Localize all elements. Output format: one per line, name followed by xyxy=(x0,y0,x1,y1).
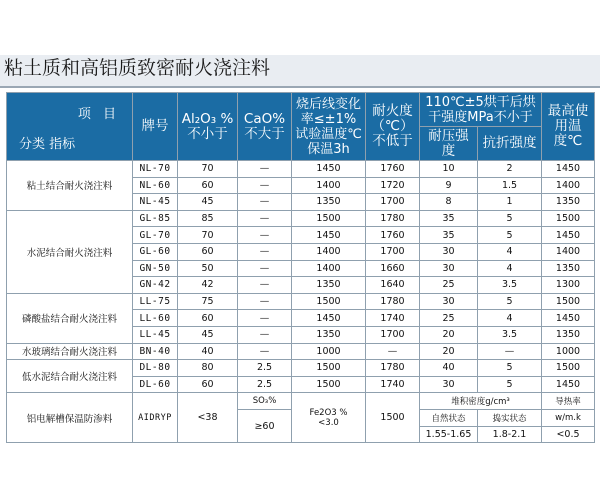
cao-cell: — xyxy=(238,310,292,327)
header-shrink xyxy=(292,93,366,161)
header-comp-line2: 度 xyxy=(441,142,456,159)
maxt-cell: 1350 xyxy=(542,194,595,211)
brand-cell: LL-45 xyxy=(133,326,178,343)
header-maxtemp-line1: 最高使 xyxy=(547,103,589,119)
refr-cell: 1760 xyxy=(366,161,420,178)
category-cell: 粘土结合耐火浇注料 xyxy=(7,161,133,211)
cao-cell: 2.5 xyxy=(238,376,292,393)
header-brand: 牌号 xyxy=(133,93,178,161)
header-maxtemp-line3: 度℃ xyxy=(553,133,583,149)
cao-cell: — xyxy=(238,326,292,343)
comp-cell: 20 xyxy=(420,326,478,343)
maxt-cell: 1450 xyxy=(542,310,595,327)
al2o3-cell: 70 xyxy=(178,161,238,178)
comp-cell: 30 xyxy=(420,293,478,310)
refr-cell: 1740 xyxy=(366,310,420,327)
maxt-cell: 1500 xyxy=(542,293,595,310)
comp-cell: 35 xyxy=(420,227,478,244)
shrink-cell: 1450 xyxy=(292,161,366,178)
shrink-cell: 1000 xyxy=(292,343,366,360)
refr-cell: 1780 xyxy=(366,210,420,227)
table-row xyxy=(7,393,595,410)
maxt-cell: 1350 xyxy=(542,260,595,277)
maxt-cell: 1300 xyxy=(542,277,595,294)
conductivity-unit-cell: w/m.k xyxy=(542,409,595,426)
al2o3-cell: <38 xyxy=(178,393,238,443)
flex-cell: 5 xyxy=(478,376,542,393)
brand-cell: LL-75 xyxy=(133,293,178,310)
refr-cell: 1740 xyxy=(366,376,420,393)
shrink-cell: 1400 xyxy=(292,260,366,277)
al2o3-cell: 40 xyxy=(178,343,238,360)
cao-cell: — xyxy=(238,210,292,227)
cao-cell: 2.5 xyxy=(238,360,292,377)
shrink-cell: 1350 xyxy=(292,326,366,343)
brand-cell: GN-50 xyxy=(133,260,178,277)
cao-cell: — xyxy=(238,260,292,277)
al2o3-cell: 50 xyxy=(178,260,238,277)
density-label-cell: 堆积密度g/cm³ xyxy=(420,393,542,410)
table-row xyxy=(7,360,595,377)
refr-cell: 1500 xyxy=(366,393,420,443)
conductivity-label-cell: 导热率 xyxy=(542,393,595,410)
table-row xyxy=(7,210,595,227)
category-cell: 铝电解槽保温防渗料 xyxy=(7,393,133,443)
al2o3-cell: 42 xyxy=(178,277,238,294)
header-al2o3-line2: 不小于 xyxy=(187,125,228,142)
refr-cell: 1700 xyxy=(366,243,420,260)
al2o3-cell: 80 xyxy=(178,360,238,377)
so3-label-cell: SO₃% xyxy=(238,393,292,410)
cao-cell: — xyxy=(238,277,292,294)
shrink-cell: 1500 xyxy=(292,360,366,377)
al2o3-cell: 70 xyxy=(178,227,238,244)
al2o3-cell: 75 xyxy=(178,293,238,310)
table-row xyxy=(7,161,595,178)
category-cell: 水泥结合耐火浇注料 xyxy=(7,210,133,293)
cao-cell: — xyxy=(238,343,292,360)
comp-cell: 20 xyxy=(420,343,478,360)
maxt-cell: 1450 xyxy=(542,376,595,393)
brand-cell: BN-40 xyxy=(133,343,178,360)
header-refr-line2: （℃） xyxy=(371,118,414,134)
comp-cell: 10 xyxy=(420,161,478,178)
conductivity-value: <0.5 xyxy=(542,426,595,443)
comp-cell: 9 xyxy=(420,177,478,194)
flex-cell: 4 xyxy=(478,310,542,327)
header-refractoriness xyxy=(366,93,420,161)
brand-cell: DL-80 xyxy=(133,360,178,377)
flex-cell: 4 xyxy=(478,260,542,277)
comp-cell: 30 xyxy=(420,376,478,393)
brand-cell: AIDRYP xyxy=(133,393,178,443)
tamped-state-label: 捣实状态 xyxy=(478,409,542,426)
al2o3-cell: 60 xyxy=(178,376,238,393)
refr-cell: 1720 xyxy=(366,177,420,194)
header-shrink-line2: 率≤±1% xyxy=(300,111,357,127)
flex-cell: 2 xyxy=(478,161,542,178)
shrink-cell: 1450 xyxy=(292,310,366,327)
shrink-cell: 1400 xyxy=(292,243,366,260)
fe2o3-value: <3.0 xyxy=(318,417,339,428)
maxt-cell: 1450 xyxy=(542,161,595,178)
so3-value-cell: ≥60 xyxy=(238,409,292,442)
comp-cell: 25 xyxy=(420,310,478,327)
brand-cell: NL-70 xyxy=(133,161,178,178)
refr-cell: 1660 xyxy=(366,260,420,277)
brand-cell: NL-60 xyxy=(133,177,178,194)
header-al2o3 xyxy=(178,93,238,161)
flex-cell: 4 xyxy=(478,243,542,260)
category-cell: 低水泥结合耐火浇注料 xyxy=(7,360,133,393)
comp-cell: 30 xyxy=(420,243,478,260)
header-shrink-line3: 试验温度℃ xyxy=(295,126,362,142)
table-row xyxy=(7,343,595,360)
shrink-cell: 1350 xyxy=(292,277,366,294)
title-bar xyxy=(0,0,600,88)
al2o3-cell: 60 xyxy=(178,310,238,327)
comp-cell: 8 xyxy=(420,194,478,211)
flex-cell: 3.5 xyxy=(478,277,542,294)
brand-cell: GN-42 xyxy=(133,277,178,294)
maxt-cell: 1500 xyxy=(542,360,595,377)
header-shrink-line4: 保温3h xyxy=(307,141,350,157)
brand-cell: NL-45 xyxy=(133,194,178,211)
refr-cell: 1780 xyxy=(366,360,420,377)
header-shrink-line1: 烧后线变化 xyxy=(295,96,361,112)
shrink-cell: 1400 xyxy=(292,177,366,194)
header-refr-line1: 耐火度 xyxy=(372,103,413,119)
brand-cell: LL-60 xyxy=(133,310,178,327)
category-cell: 水玻璃结合耐火浇注料 xyxy=(7,343,133,360)
flex-cell: 5 xyxy=(478,227,542,244)
spec-table xyxy=(6,92,595,443)
flex-cell: 1 xyxy=(478,194,542,211)
maxt-cell: 1400 xyxy=(542,243,595,260)
flex-cell: 3.5 xyxy=(478,326,542,343)
cao-cell: — xyxy=(238,227,292,244)
al2o3-cell: 60 xyxy=(178,243,238,260)
al2o3-cell: 45 xyxy=(178,194,238,211)
header-strength-line1: 110℃±5烘干后烘 xyxy=(425,94,536,110)
header-al2o3-line1: Al₂O₃ % xyxy=(181,110,234,127)
maxt-cell: 1350 xyxy=(542,326,595,343)
header-max-temp xyxy=(542,93,595,161)
flex-cell: — xyxy=(478,343,542,360)
refr-cell: 1700 xyxy=(366,194,420,211)
header-refr-line3: 不低于 xyxy=(372,133,413,149)
natural-state-label: 自然状态 xyxy=(420,409,478,426)
brand-cell: GL-60 xyxy=(133,243,178,260)
shrink-cell: 1500 xyxy=(292,376,366,393)
cao-cell: — xyxy=(238,177,292,194)
header-corner-top: 项 目 xyxy=(77,107,120,122)
comp-cell: 35 xyxy=(420,210,478,227)
refr-cell: 1700 xyxy=(366,326,420,343)
shrink-cell: 1500 xyxy=(292,293,366,310)
cao-cell: — xyxy=(238,243,292,260)
shrink-cell: 1500 xyxy=(292,210,366,227)
header-corner-bottom: 分类 指标 xyxy=(19,137,76,152)
comp-cell: 25 xyxy=(420,277,478,294)
al2o3-cell: 85 xyxy=(178,210,238,227)
maxt-cell: 1400 xyxy=(542,177,595,194)
header-strength-line2: 干强度MPa不小于 xyxy=(428,109,533,125)
fe2o3-cell xyxy=(292,393,366,443)
refr-cell: 1640 xyxy=(366,277,420,294)
flex-cell: 5 xyxy=(478,293,542,310)
header-cao-line1: CaO% xyxy=(243,110,286,127)
natural-state-value: 1.55-1.65 xyxy=(420,426,478,443)
header-cao-line2: 不大于 xyxy=(244,125,285,142)
flex-cell: 1.5 xyxy=(478,177,542,194)
refr-cell: 1780 xyxy=(366,293,420,310)
refr-cell: 1760 xyxy=(366,227,420,244)
al2o3-cell: 60 xyxy=(178,177,238,194)
maxt-cell: 1450 xyxy=(542,227,595,244)
header-maxtemp-line2: 用温 xyxy=(554,118,582,134)
maxt-cell: 1500 xyxy=(542,210,595,227)
page-title: 粘土质和高铝质致密耐火浇注料 xyxy=(4,57,271,79)
brand-cell: DL-60 xyxy=(133,376,178,393)
comp-cell: 40 xyxy=(420,360,478,377)
flex-cell: 5 xyxy=(478,210,542,227)
shrink-cell: 1350 xyxy=(292,194,366,211)
maxt-cell: 1000 xyxy=(542,343,595,360)
tamped-state-value: 1.8-2.1 xyxy=(478,426,542,443)
refr-cell: — xyxy=(366,343,420,360)
brand-cell: GL-70 xyxy=(133,227,178,244)
header-comp-line1: 耐压强 xyxy=(428,127,469,144)
header-compressive xyxy=(420,127,478,161)
shrink-cell: 1450 xyxy=(292,227,366,244)
fe2o3-label: Fe2O3 % xyxy=(309,407,348,418)
cao-cell: — xyxy=(238,161,292,178)
header-flexural: 抗折强度 xyxy=(478,127,542,161)
flex-cell: 5 xyxy=(478,360,542,377)
al2o3-cell: 45 xyxy=(178,326,238,343)
header-strength xyxy=(420,93,542,127)
cao-cell: — xyxy=(238,293,292,310)
header-cao xyxy=(238,93,292,161)
header-corner-cell xyxy=(7,93,133,161)
category-cell: 磷酸盐结合耐火浇注料 xyxy=(7,293,133,343)
table-row xyxy=(7,293,595,310)
cao-cell: — xyxy=(238,194,292,211)
brand-cell: GL-85 xyxy=(133,210,178,227)
comp-cell: 30 xyxy=(420,260,478,277)
